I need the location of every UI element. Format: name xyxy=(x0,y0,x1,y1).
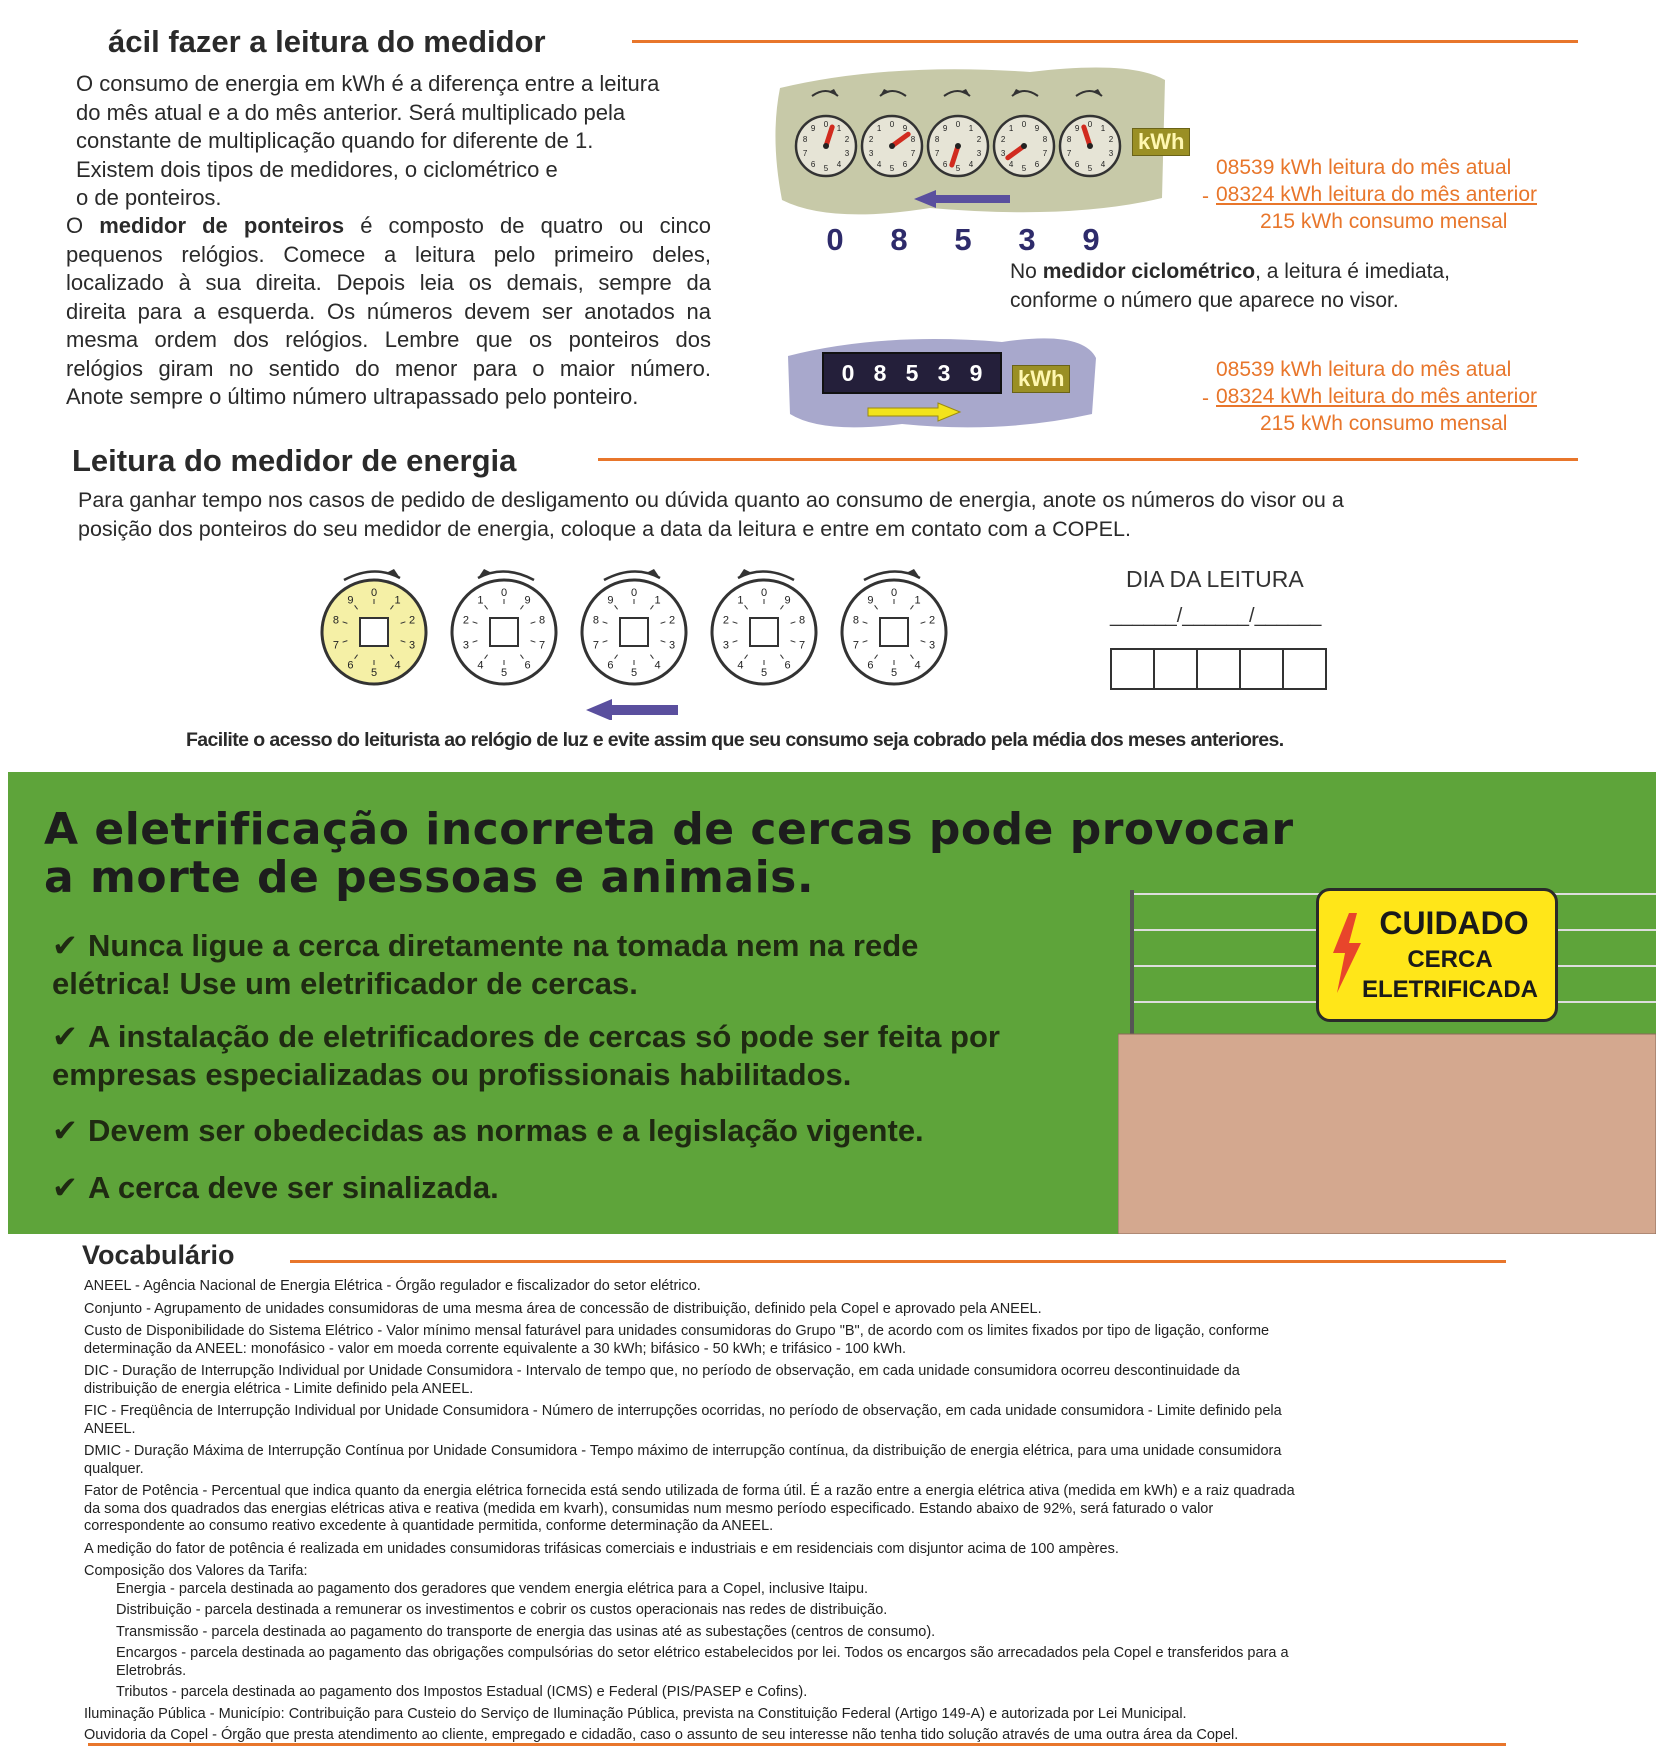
dial-number: 1 xyxy=(876,124,882,134)
dial-number: 2 xyxy=(668,614,676,627)
vocabulary-title: Vocabulário xyxy=(82,1240,235,1270)
dial-number: 1 xyxy=(968,124,974,134)
fence-bullet xyxy=(52,927,918,1003)
dial-number: 6 xyxy=(1034,159,1040,169)
dial-input-box xyxy=(750,618,778,646)
dial-number: 9 xyxy=(810,124,816,134)
cyclo-digit: 5 xyxy=(905,359,919,386)
dial-number: 5 xyxy=(890,667,898,679)
pointer-line: O medidor de ponteiros é composto de quatro ou cinco xyxy=(66,213,711,238)
dial-number: 9 xyxy=(902,124,908,134)
rotation-arrowhead xyxy=(880,89,890,96)
bullet-text: Devem ser obedecidas as normas e a legislação vigente. xyxy=(87,1113,924,1148)
vocabulary-line: Transmissão - parcela destinada ao pagamento do transporte de energia das usinas até as subestações (centros de consumo). xyxy=(116,1623,936,1640)
direction-arrow-left-icon xyxy=(912,188,1012,210)
text-line: Para ganhar tempo nos casos de pedido de desligamento ou dúvida quanto ao consumo de energia, anote os números do visor ou a xyxy=(78,488,1344,512)
digit-box[interactable] xyxy=(1282,648,1327,690)
rotation-arrowhead xyxy=(1012,89,1022,96)
title-line: A eletrificação incorreta de cercas pode provocar xyxy=(44,804,1294,855)
section-title-reading: ácil fazer a leitura do medidor xyxy=(108,24,546,59)
fence-bullet xyxy=(52,1112,924,1150)
rotation-arrowhead xyxy=(646,569,660,578)
dial-number: 7 xyxy=(910,148,916,158)
dial-number: 5 xyxy=(630,667,638,679)
dial-hub xyxy=(823,143,829,149)
dial-number: 4 xyxy=(394,659,401,672)
intro-line: O consumo de energia em kWh é a diferença entre a leitura xyxy=(76,71,660,96)
rotation-arrowhead xyxy=(738,569,752,578)
dial-number: 5 xyxy=(823,164,829,173)
dial-number: 0 xyxy=(630,587,638,599)
title-line: a morte de pessoas e animais. xyxy=(44,852,815,903)
reading-calculation-cyclometric xyxy=(1202,356,1537,437)
dial-number: 6 xyxy=(784,659,791,672)
dial-number: 1 xyxy=(394,594,401,607)
dial-number: 3 xyxy=(1108,148,1114,158)
dial-number: 3 xyxy=(722,639,730,652)
dial-number: 8 xyxy=(802,135,808,145)
dial-hub xyxy=(955,143,961,149)
dial-number: 2 xyxy=(844,135,850,145)
pointer-line: mesma ordem dos relógios. Lembre que os ponteiros dos xyxy=(66,327,711,352)
dial-number: 2 xyxy=(408,614,416,627)
dial-number: 4 xyxy=(836,159,842,169)
bullet-text: A instalação de eletrificadores de cercas só pode ser feita por xyxy=(87,1019,1000,1054)
dial-number: 5 xyxy=(760,667,768,679)
dial-number: 9 xyxy=(347,594,354,607)
dial-number: 4 xyxy=(477,659,484,672)
dial-number: 5 xyxy=(955,164,961,173)
dial-number: 3 xyxy=(1000,148,1006,158)
cyclo-digit: 3 xyxy=(937,359,951,386)
check-icon: ✔ xyxy=(52,928,78,963)
pointer-meter-digits xyxy=(803,222,1123,258)
dial-number: 8 xyxy=(332,614,340,627)
dial-hub xyxy=(889,143,895,149)
vocabulary-line: ANEEL - Agência Nacional de Energia Elétrica - Órgão regulador e fiscalizador do setor elétrico. xyxy=(84,1278,701,1294)
current-reading: 08539 kWh leitura do mês atual xyxy=(1216,156,1512,179)
vocabulary-line: ANEEL. xyxy=(84,1420,136,1437)
dial-number: 7 xyxy=(1042,148,1048,158)
monthly-consumption: 215 kWh consumo mensal xyxy=(1260,412,1508,435)
digit-box[interactable] xyxy=(1196,648,1241,690)
bold-term: medidor ciclométrico xyxy=(1042,260,1256,283)
vocabulary-line: Energia - parcela destinada ao pagamento dos geradores que vendem energia elétrica para a Copel, inclusive Itaipu. xyxy=(116,1580,869,1597)
vocabulary-line: DIC - Duração de Interrupção Individual por Unidade Consumidora - Intervalo de tempo que, no período de observação, em cada unidade consumidora ocorreu descontinuidade da xyxy=(84,1363,1240,1379)
dial-number: 6 xyxy=(1074,159,1080,169)
pointer-line: direita para a esquerda. Os números devem ser anotados na xyxy=(66,298,711,324)
intro-line: o de ponteiros. xyxy=(76,185,222,210)
vocabulary-line: DMIC - Duração Máxima de Interrupção Contínua por Unidade Consumidora - Tempo máximo de interrupção contínua, da distribuição de energia elétrica, para uma unidade consumidora xyxy=(84,1443,1282,1459)
dial-number: 7 xyxy=(852,639,860,652)
vocabulary-line: determinação da ANEEL: monofásico - valor em moeda corrente equivalente a 30 kWh; bifásico - 50 kWh; e trifásico - 100 kWh. xyxy=(84,1340,907,1357)
bullet-text: empresas especializadas ou profissionais habilitados. xyxy=(52,1057,852,1092)
dial-number: 7 xyxy=(1066,148,1072,158)
dial-number: 5 xyxy=(500,667,508,679)
bold-term: medidor de ponteiros xyxy=(99,213,345,238)
vocabulary-line: FIC - Freqüência de Interrupção Individual por Unidade Consumidora - Número de interrupções ocorridas, no período de observação, em cada unidade consumidora - Limite definido pela xyxy=(84,1403,1282,1419)
dial-number: 5 xyxy=(1021,164,1027,173)
dial-number: 9 xyxy=(942,124,948,134)
section-rule xyxy=(632,40,1578,43)
vocabulary-line: qualquer. xyxy=(84,1460,144,1477)
dial-number: 7 xyxy=(592,639,600,652)
dial-number: 3 xyxy=(868,148,874,158)
rotation-arrowhead xyxy=(906,569,920,578)
access-note: Facilite o acesso do leiturista ao relógio de luz e evite assim que seu consumo seja cobrado pela média dos meses anteriores. xyxy=(186,729,1284,751)
rotation-arrowhead xyxy=(960,89,970,96)
vocabulary-line: Iluminação Pública - Município: Contribuição para Custeio do Serviço de Iluminação Pública, prevista na Constituição Federal (Artigo 149-A) e autorizada por Lei Municipal. xyxy=(84,1705,1187,1722)
dial-number: 7 xyxy=(538,639,546,652)
dial-number: 4 xyxy=(968,159,974,169)
digit-box[interactable] xyxy=(1110,648,1155,690)
dial-number: 0 xyxy=(760,587,768,599)
section-rule xyxy=(598,458,1578,461)
dial-number: 6 xyxy=(524,659,531,672)
pointer-line: relógios giram no sentido do menor para o maior número. xyxy=(66,355,711,381)
dial-number: 1 xyxy=(737,594,744,607)
vocabulary-list xyxy=(84,1278,1295,1749)
dial-number: 2 xyxy=(1000,135,1006,145)
vocabulary-line: Tributos - parcela destinada ao pagamento dos Impostos Estadual (ICMS) e Federal (PIS/PASEP e Cofins). xyxy=(116,1684,808,1700)
cyclo-digit: 9 xyxy=(969,359,983,386)
dial-input-box xyxy=(880,618,908,646)
dial-number: 6 xyxy=(607,659,614,672)
vocabulary-line: correspondente ao consumo reativo excedente à quantidade permitida, conforme determinação da ANEEL. xyxy=(84,1518,774,1534)
previous-reading: 08324 kWh leitura do mês anterior xyxy=(1216,183,1537,206)
dial-digit: 3 xyxy=(1018,222,1036,257)
sign-text: CUIDADO xyxy=(1379,905,1529,941)
dial-number: 3 xyxy=(976,148,982,158)
section-rule xyxy=(290,1260,1506,1263)
kwh-label: kWh xyxy=(1132,128,1190,156)
pointer-dials xyxy=(790,80,1130,190)
dial-number: 0 xyxy=(1087,120,1093,129)
text-fragment: No xyxy=(1010,260,1043,283)
dial-number: 0 xyxy=(370,587,378,599)
dial-number: 6 xyxy=(347,659,354,672)
dial-number: 1 xyxy=(914,594,921,607)
vocabulary-line: Distribuição - parcela destinada a remunerar os investimentos e cobrir os custos operacionais nas redes de distribuição. xyxy=(116,1602,888,1618)
dial-number: 2 xyxy=(722,614,730,627)
rotation-arrowhead xyxy=(828,89,838,96)
dial-number: 2 xyxy=(928,614,936,627)
minus-sign: - xyxy=(1202,387,1209,410)
dial-number: 3 xyxy=(668,639,676,652)
dial-number: 9 xyxy=(1074,124,1080,134)
intro-line: constante de multiplicação quando for diferente de 1. xyxy=(76,128,594,153)
dial-number: 6 xyxy=(867,659,874,672)
dial-number: 1 xyxy=(477,594,484,607)
dial-input-box xyxy=(490,618,518,646)
dial-number: 1 xyxy=(1008,124,1014,134)
dial-number: 7 xyxy=(332,639,340,652)
dial-number: 4 xyxy=(1008,159,1014,169)
dial-number: 7 xyxy=(802,148,808,158)
pointer-meter-paragraph xyxy=(66,212,711,412)
bullet-text: elétrica! Use um eletrificador de cercas. xyxy=(52,966,638,1001)
dial-number: 2 xyxy=(868,135,874,145)
vocabulary-line: Ouvidoria da Copel - Órgão que presta atendimento ao cliente, empregado e cidadão, caso o assunto de seu interesse não tenha tido solução através de uma outra área da Copel. xyxy=(84,1727,1239,1743)
dial-number: 9 xyxy=(1034,124,1040,134)
pointer-line: localizado à sua direita. Depois leia os demais, sempre da xyxy=(66,270,711,295)
text-line: posição dos ponteiros do seu medidor de energia, coloque a data da leitura e entre em contato com a COPEL. xyxy=(78,516,1131,541)
dial-number: 9 xyxy=(524,594,531,607)
vocabulary-line: distribuição de energia elétrica - Limite definido pela ANEEL. xyxy=(84,1380,474,1397)
vocabulary-line: da soma dos quadrados das energias elétricas ativa e reativa (medida em kvarh), consumidas num mesmo período especificado. Estando abaixo de 92%, será faturado o valor xyxy=(84,1500,1214,1517)
dial-hub xyxy=(1087,143,1093,149)
reading-date-line: ______/______/______ xyxy=(1110,605,1322,627)
reading-date-label: DIA DA LEITURA xyxy=(1126,566,1304,592)
dial-number: 0 xyxy=(500,587,508,599)
dial-number: 4 xyxy=(1100,159,1106,169)
dial-number: 6 xyxy=(942,159,948,169)
dial-number: 8 xyxy=(798,614,806,627)
reading-digit-boxes[interactable] xyxy=(1110,648,1325,690)
minus-sign: - xyxy=(1202,185,1209,208)
bullet-text: Nunca ligue a cerca diretamente na tomada nem na rede xyxy=(87,928,919,963)
rotation-arrowhead xyxy=(1092,89,1102,96)
cyclometric-display xyxy=(822,352,1002,394)
dial-number: 0 xyxy=(823,120,829,129)
dial-number: 7 xyxy=(798,639,806,652)
dial-number: 4 xyxy=(876,159,882,169)
digit-box[interactable] xyxy=(1239,648,1284,690)
check-icon: ✔ xyxy=(52,1170,78,1205)
dial-number: 8 xyxy=(934,135,940,145)
energy-instructions xyxy=(78,486,1344,543)
vocabulary-line: A medição do fator de potência é realizada em unidades consumidoras trifásicas comerciais e industriais e em residenciais com disjuntor acima de 100 ampères. xyxy=(84,1540,1119,1557)
dial-number: 4 xyxy=(654,659,661,672)
dial-number: 8 xyxy=(852,614,860,627)
pointer-line: pequenos relógios. Comece a leitura pelo primeiro deles, xyxy=(66,241,711,267)
cyclometric-text xyxy=(1010,258,1450,315)
vocabulary-line: Custo de Disponibilidade do Sistema Elétrico - Valor mínimo mensal faturável para unidades consumidoras do Grupo "B", de acordo com os limites fixados por tipo de ligação, conforme xyxy=(84,1323,1270,1339)
dial-number: 3 xyxy=(462,639,470,652)
current-reading: 08539 kWh leitura do mês atual xyxy=(1216,358,1512,381)
dial-number: 2 xyxy=(1108,135,1114,145)
dial-number: 0 xyxy=(955,120,961,129)
bullet-text: A cerca deve ser sinalizada. xyxy=(87,1170,499,1205)
digit-box[interactable] xyxy=(1153,648,1198,690)
kwh-label: kWh xyxy=(1012,365,1070,393)
dial-number: 3 xyxy=(408,639,416,652)
vocabulary-line: Conjunto - Agrupamento de unidades consumidoras de uma mesma área de concessão de distribuição, definido pela Copel e aprovado pela ANEEL. xyxy=(84,1300,1042,1317)
sign-text: ELETRIFICADA xyxy=(1362,976,1538,1003)
dial-number: 0 xyxy=(890,587,898,599)
previous-reading: 08324 kWh leitura do mês anterior xyxy=(1216,385,1537,408)
intro-paragraph xyxy=(76,70,659,213)
section-title-energy-reading: Leitura do medidor de energia xyxy=(72,443,517,478)
intro-line: do mês atual e a do mês anterior. Será multiplicado pela xyxy=(76,99,626,125)
dial-number: 9 xyxy=(784,594,791,607)
dial-input-box xyxy=(360,618,388,646)
dial-number: 8 xyxy=(538,614,546,627)
dial-number: 6 xyxy=(902,159,908,169)
dial-number: 4 xyxy=(914,659,921,672)
dial-number: 1 xyxy=(1100,124,1106,134)
dial-number: 8 xyxy=(910,135,916,145)
direction-arrow-right-icon xyxy=(866,402,962,422)
dial-number: 2 xyxy=(976,135,982,145)
dial-number: 9 xyxy=(607,594,614,607)
dial-number: 8 xyxy=(1042,135,1048,145)
danger-sign xyxy=(1316,888,1558,1022)
fence-bullet xyxy=(52,1018,1000,1094)
vocabulary-line: Eletrobrás. xyxy=(116,1662,187,1679)
dial-number: 6 xyxy=(810,159,816,169)
dial-number: 4 xyxy=(737,659,744,672)
bottom-rule xyxy=(88,1743,1506,1746)
dial-digit: 9 xyxy=(1082,222,1100,257)
dial-digit: 5 xyxy=(954,222,972,257)
rotation-arrowhead xyxy=(386,569,400,578)
dial-number: 3 xyxy=(928,639,936,652)
check-icon: ✔ xyxy=(52,1113,78,1148)
pointer-line: Anote sempre o último número ultrapassado pelo ponteiro. xyxy=(66,384,639,409)
vocabulary-line: Fator de Potência - Percentual que indica quanto da energia elétrica fornecida está sendo utilizada de forma útil. É a razão entre a energia elétrica ativa (medida em kWh) e a raiz quadrada xyxy=(84,1483,1295,1499)
dial-number: 1 xyxy=(654,594,661,607)
cyclo-digit: 8 xyxy=(873,359,887,386)
blank-dials-form xyxy=(310,560,950,720)
dial-number: 0 xyxy=(1021,120,1027,129)
dial-number: 5 xyxy=(370,667,378,679)
dial-number: 3 xyxy=(844,148,850,158)
dial-number: 2 xyxy=(462,614,470,627)
dial-digit: 0 xyxy=(826,222,844,257)
vocabulary-line: Composição dos Valores da Tarifa: xyxy=(84,1563,308,1579)
rotation-arrowhead xyxy=(478,569,492,578)
dial-digit: 8 xyxy=(890,222,908,257)
dial-number: 8 xyxy=(592,614,600,627)
check-icon: ✔ xyxy=(52,1019,78,1054)
lightning-bolt-icon xyxy=(1329,913,1365,993)
dial-number: 7 xyxy=(934,148,940,158)
dial-number: 8 xyxy=(1066,135,1072,145)
sign-text: CERCA xyxy=(1407,946,1493,973)
monthly-consumption: 215 kWh consumo mensal xyxy=(1260,210,1508,233)
reading-calculation-pointer xyxy=(1202,154,1537,235)
fence-warning-title xyxy=(44,806,1294,902)
cyclo-digit: 0 xyxy=(841,359,855,386)
intro-line: Existem dois tipos de medidores, o ciclométrico e xyxy=(76,156,558,182)
fence-bullet xyxy=(52,1169,499,1207)
dial-number: 5 xyxy=(1087,164,1093,173)
dial-input-box xyxy=(620,618,648,646)
vocabulary-line: Encargos - parcela destinada ao pagamento das obrigações compulsórias do setor elétrico estabelecidos por lei. Todos os encargos são arrecadados pela Copel e transferidos para a xyxy=(116,1645,1289,1661)
dial-number: 5 xyxy=(889,164,895,173)
dial-number: 1 xyxy=(836,124,842,134)
text-line: conforme o número que aparece no visor. xyxy=(1010,288,1399,312)
direction-arrow-left-icon xyxy=(586,699,678,720)
dial-number: 9 xyxy=(867,594,874,607)
dial-number: 0 xyxy=(889,120,895,129)
dial-hub xyxy=(1021,143,1027,149)
text-fragment: , a leitura é imediata, xyxy=(1255,260,1451,283)
